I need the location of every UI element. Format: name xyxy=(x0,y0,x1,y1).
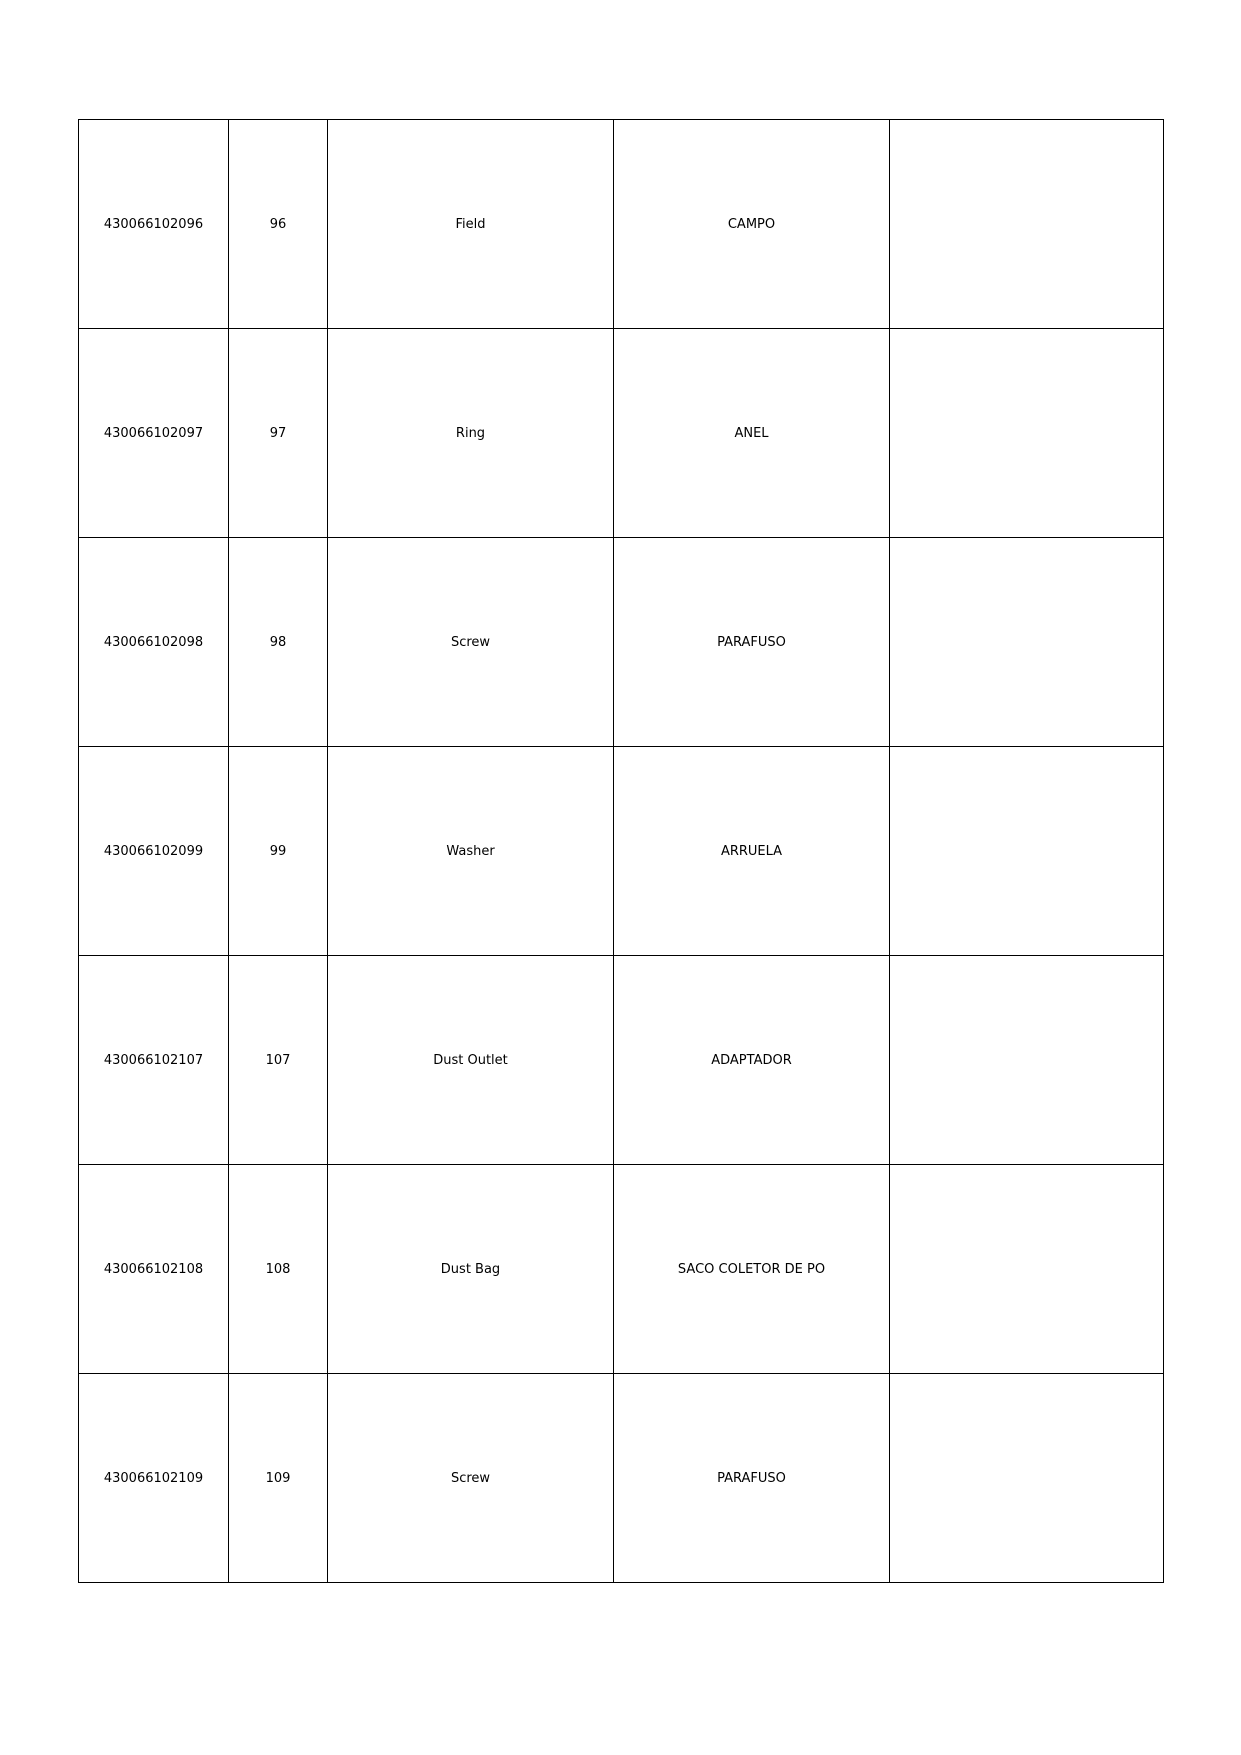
table-row xyxy=(79,538,1164,747)
description-pt-cell: PARAFUSO xyxy=(614,538,890,747)
item-number-cell: 98 xyxy=(229,538,328,747)
description-pt-cell: ANEL xyxy=(614,329,890,538)
item-number-cell: 99 xyxy=(229,747,328,956)
description-en-cell: Screw xyxy=(328,1374,614,1583)
description-pt-cell: ARRUELA xyxy=(614,747,890,956)
table-row xyxy=(79,329,1164,538)
table-row xyxy=(79,1165,1164,1374)
note-cell xyxy=(890,120,1164,329)
table-row xyxy=(79,120,1164,329)
description-en-cell: Field xyxy=(328,120,614,329)
part-number-cell: 430066102099 xyxy=(79,747,229,956)
description-pt-cell: SACO COLETOR DE PO xyxy=(614,1165,890,1374)
part-number-cell: 430066102098 xyxy=(79,538,229,747)
description-pt-cell: CAMPO xyxy=(614,120,890,329)
note-cell xyxy=(890,538,1164,747)
description-en-cell: Dust Outlet xyxy=(328,956,614,1165)
part-number-cell: 430066102109 xyxy=(79,1374,229,1583)
note-cell xyxy=(890,1374,1164,1583)
description-en-cell: Washer xyxy=(328,747,614,956)
item-number-cell: 96 xyxy=(229,120,328,329)
description-en-cell: Screw xyxy=(328,538,614,747)
item-number-cell: 108 xyxy=(229,1165,328,1374)
parts-table-body xyxy=(79,120,1164,1583)
note-cell xyxy=(890,329,1164,538)
part-number-cell: 430066102097 xyxy=(79,329,229,538)
note-cell xyxy=(890,747,1164,956)
item-number-cell: 97 xyxy=(229,329,328,538)
part-number-cell: 430066102108 xyxy=(79,1165,229,1374)
note-cell xyxy=(890,1165,1164,1374)
table-row xyxy=(79,956,1164,1165)
description-pt-cell: PARAFUSO xyxy=(614,1374,890,1583)
part-number-cell: 430066102096 xyxy=(79,120,229,329)
description-en-cell: Ring xyxy=(328,329,614,538)
item-number-cell: 109 xyxy=(229,1374,328,1583)
part-number-cell: 430066102107 xyxy=(79,956,229,1165)
description-pt-cell: ADAPTADOR xyxy=(614,956,890,1165)
note-cell xyxy=(890,956,1164,1165)
parts-table xyxy=(78,119,1164,1583)
table-row xyxy=(79,1374,1164,1583)
table-row xyxy=(79,747,1164,956)
item-number-cell: 107 xyxy=(229,956,328,1165)
description-en-cell: Dust Bag xyxy=(328,1165,614,1374)
